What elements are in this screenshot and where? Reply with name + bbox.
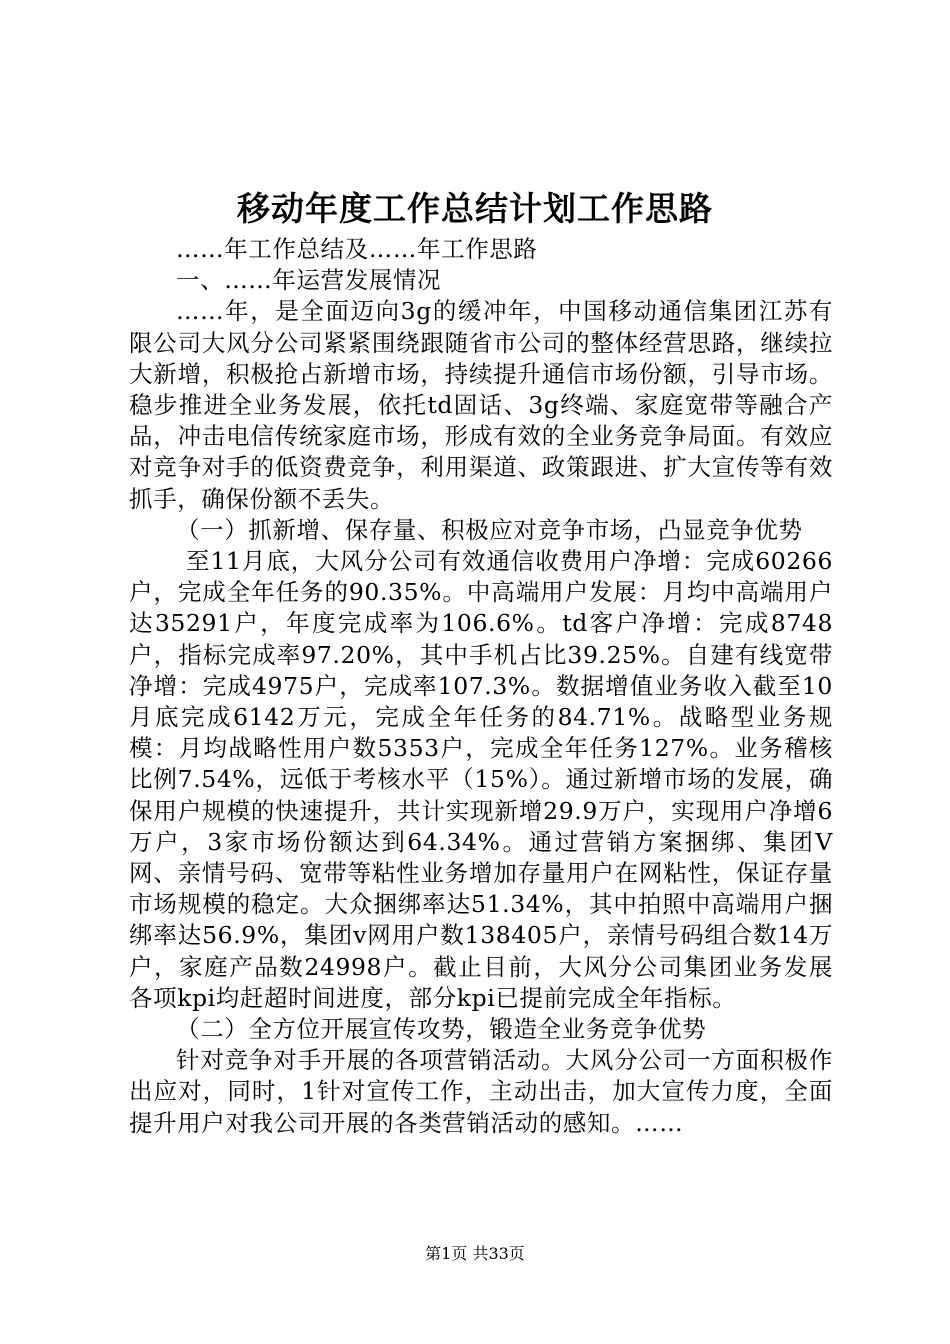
paragraph-section-heading: 一、……年运营发展情况 [176,266,442,295]
document-body [129,234,833,1139]
document-title: 移动年度工作总结计划工作思路 [237,189,713,228]
page-footer: 第1页 共33页 [425,1244,525,1263]
paragraph-statistics: 至11月底，大风分公司有效通信收费用户净增：完成60266户，完成全年任务的90.35%。中高端用户发展：月均中高端用户达35291户，年度完成率为106.6%。td客户净增：完成8748户，指标完成率97.20%，其中手机占比39.25%。自建有线宽带净增：完成4975户，完成率107.3%。数据增值业务收入截至10月底完成6142万元，完成全年任务的84.71%。战略型业务规模：月均战略性用户数5353户，完成全年任务127%。业务稽核比例7.54%，远低于考核水平（15%）。通过新增市场的发展，确保用户规模的快速提升，共计实现新增29.9万户，实现用户净增6万户，3家市场份额达到64.34%。通过营销方案捆绑、集团V网、亲情号码、宽带等粘性业务增加存量用户在网粘性，保证存量市场规模的稳定。大众捆绑率达51.34%，其中拍照中高端用户捆绑率达56.9%，集团v网用户数138405户，亲情号码组合数14万户，家庭产品数24998户。截止目前，大风分公司集团业务发展各项kpi均赶超时间进度，部分kpi已提前完成全年指标。 [129,547,833,1012]
paragraph-marketing: 针对竞争对手开展的各项营销活动。大风分公司一方面积极作出应对，同时，1针对宣传工作，主动出击，加大宣传力度，全面提升用户对我公司开展的各类营销活动的感知。…… [129,1046,833,1137]
paragraph-intro: ……年，是全面迈向3g的缓冲年，中国移动通信集团江苏有限公司大风分公司紧紧围绕跟随省市公司的整体经营思路，继续拉大新增，积极抢占新增市场，持续提升通信市场份额，引导市场。稳步推进全业务发展，依托td固话、3g终端、家庭宽带等融合产品，冲击电信传统家庭市场，形成有效的全业务竞争局面。有效应对竞争对手的低资费竞争，利用渠道、政策跟进、扩大宣传等有效抓手，确保份额不丢失。 [129,297,833,513]
paragraph-heading-summary: ……年工作总结及……年工作思路 [176,235,538,263]
paragraph-subheading-2: （二）全方位开展宣传攻势，锻造全业务竞争优势 [176,1015,707,1044]
paragraph-subheading-1: （一）抓新增、保存量、积极应对竞争市场，凸显竞争优势 [176,515,803,544]
